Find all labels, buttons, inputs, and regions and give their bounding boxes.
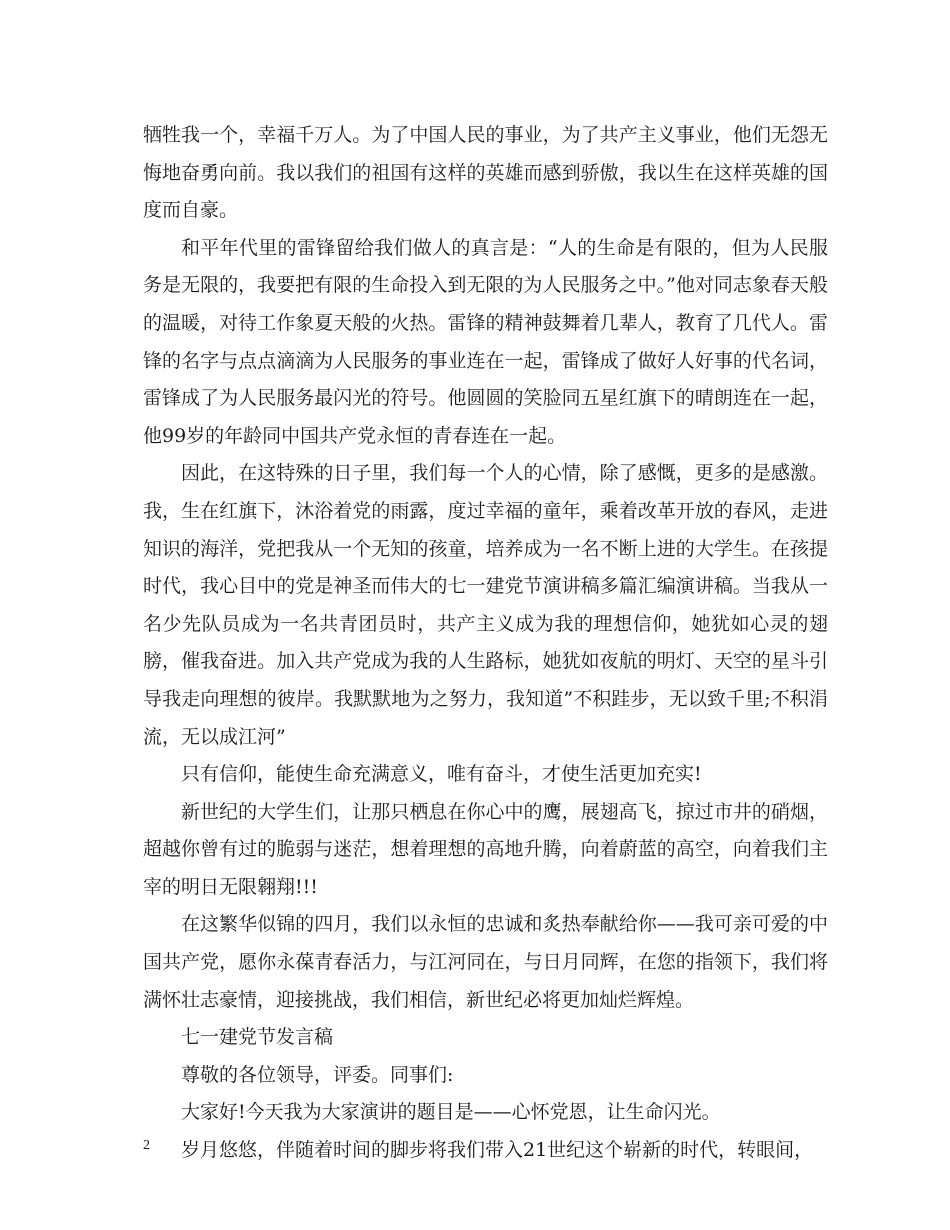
paragraph: 新世纪的大学生们，让那只栖息在你心中的鹰，展翅高飞，掠过市井的硝烟，超越你曾有过的脆弱与迷茫，想着理想的高地升腾，向着蔚蓝的高空，向着我们主宰的明日无限翱翔!!! [143,800,828,898]
paragraph: 在这繁华似锦的四月，我们以永恒的忠诚和炙热奉献给你——我可亲可爱的中国共产党，愿你永葆青春活力，与江河同在，与日月同辉，在您的指领下，我们将满怀壮志豪情，迎接挑战，我们相信，新世纪必将更加灿烂辉煌。 [143,913,828,1011]
paragraph: 牺牲我一个，幸福千万人。为了中国人民的事业，为了共产主义事业，他们无怨无悔地奋勇向前。我以我们的祖国有这样的英雄而感到骄傲，我以生在这样英雄的国度而自豪。 [143,124,828,222]
page-number: 2 [143,1138,150,1153]
body-text [143,117,828,1170]
paragraph: 大家好!今天我为大家演讲的题目是——心怀党恩，让生命闪光。 [181,1101,721,1124]
section-title: 七一建党节发言稿 [181,1026,334,1049]
paragraph: 岁月悠悠，伴随着时间的脚步将我们带入21世纪这个崭新的时代，转眼间， [181,1139,814,1162]
salutation: 尊敬的各位领导，评委。同事们: [181,1063,454,1086]
paragraph: 只有信仰，能使生命充满意义，唯有奋斗，才使生活更加充实! [181,763,702,786]
paragraph: 因此，在这特殊的日子里，我们每一个人的心情，除了感慨，更多的是感激。我，生在红旗下，沐浴着党的雨露，度过幸福的童年，乘着改革开放的春风，走进知识的海洋，党把我从一个无知的孩童，培养成为一名不断上进的大学生。在孩提时代，我心目中的党是神圣而伟大的七一建党节演讲稿多篇汇编演讲稿。当我从一名少先队员成为一名共青团员时，共产主义成为我的理想信仰，她犹如心灵的翅膀，催我奋进。加入共产党成为我的人生路标，她犹如夜航的明灯、天空的星斗引导我走向理想的彼岸。我默默地为之努力，我知道”不积跬步，无以致千里;不积涓流，无以成江河” [143,462,828,748]
paragraph: 和平年代里的雷锋留给我们做人的真言是：“人的生命是有限的，但为人民服务是无限的，我要把有限的生命投入到无限的为人民服务之中。”他对同志象春天般的温暖，对待工作象夏天般的火热。雷锋的精神鼓舞着几辈人，教育了几代人。雷锋的名字与点点滴滴为人民服务的事业连在一起，雷锋成了做好人好事的代名词，雷锋成了为人民服务最闪光的符号。他圆圆的笑脸同五星红旗下的晴朗连在一起，他99岁的年龄同中国共产党永恒的青春连在一起。 [143,236,828,447]
